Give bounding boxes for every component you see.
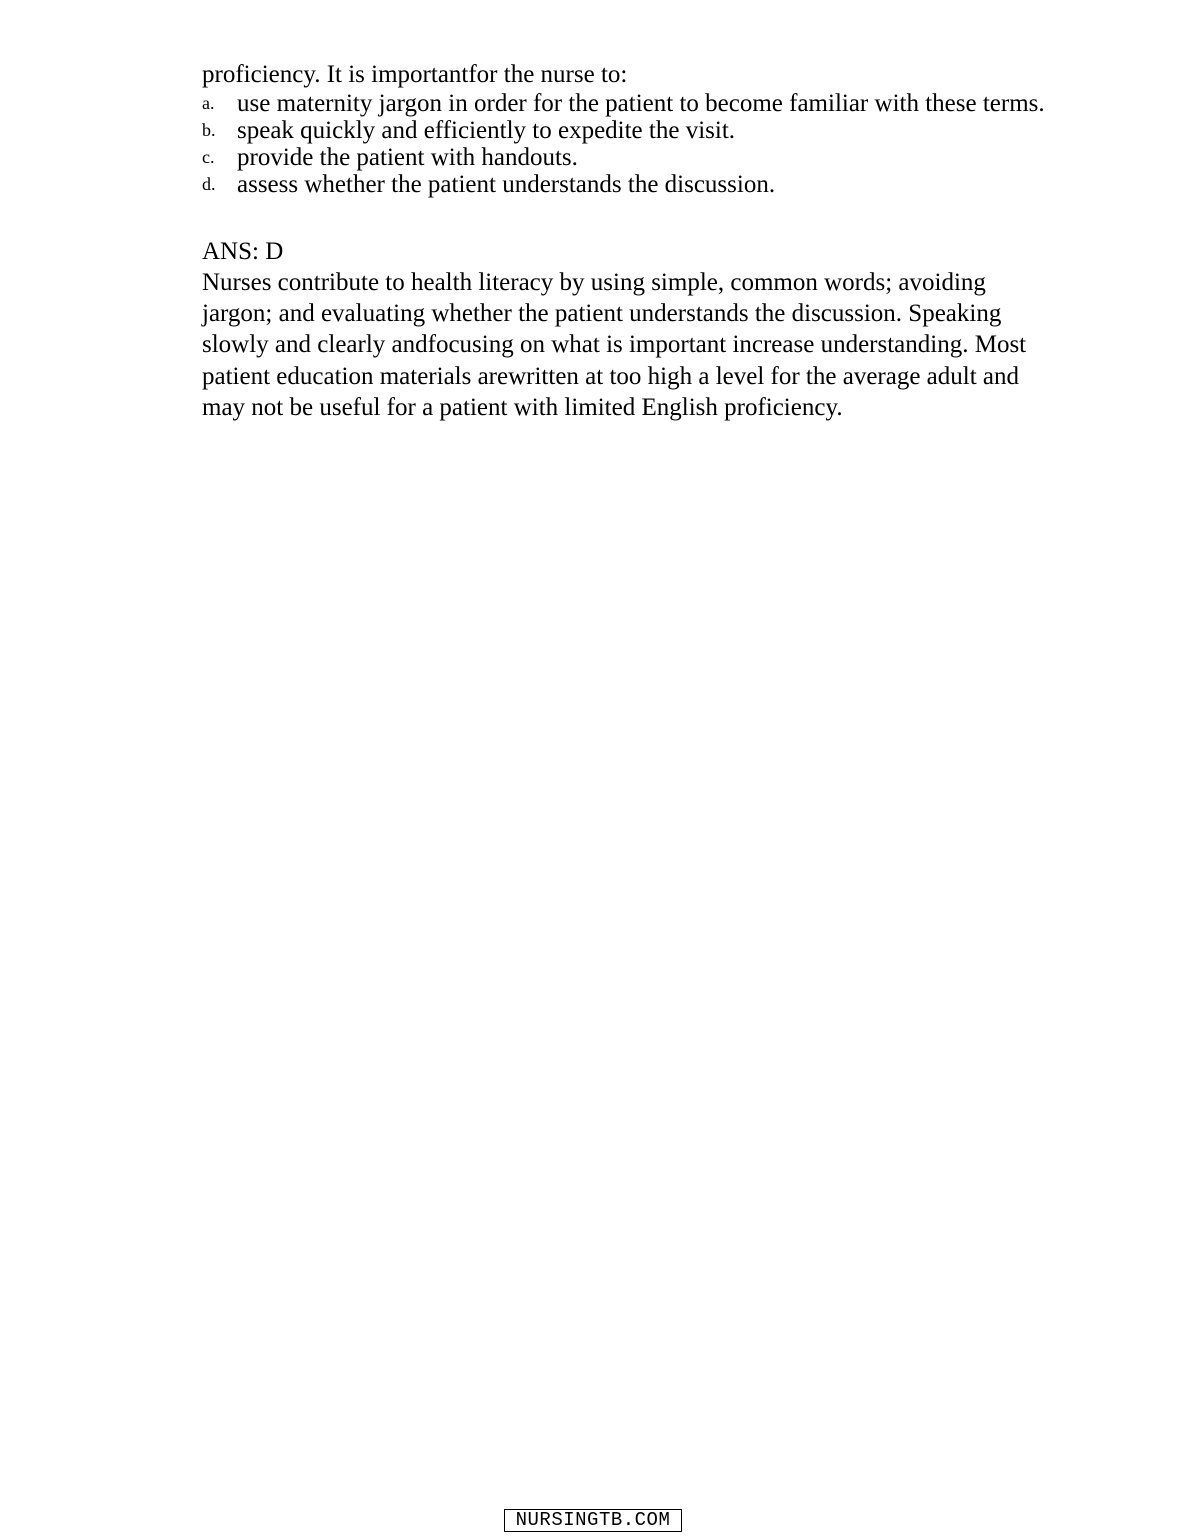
option-a: [202, 90, 1062, 117]
option-letter: d.: [202, 174, 216, 194]
answer-key: ANS: D: [202, 238, 284, 265]
option-c: [202, 144, 1062, 171]
question-stem-continuation: proficiency. It is importantfor the nurse to:: [202, 61, 628, 88]
option-letter: b.: [202, 120, 216, 140]
option-d: [202, 171, 1062, 198]
option-text: speak quickly and efficiently to expedite the visit.: [237, 117, 736, 144]
option-text: provide the patient with handouts.: [237, 144, 578, 171]
answer-options-list: [202, 90, 1062, 198]
footer-watermark: NURSINGTB.COM: [504, 1509, 682, 1532]
option-text: assess whether the patient understands the discussion.: [237, 171, 776, 198]
option-letter: a.: [202, 93, 215, 113]
option-letter: c.: [202, 147, 215, 167]
option-text: use maternity jargon in order for the patient to become familiar with these terms.: [237, 90, 1045, 117]
option-b: [202, 117, 1062, 144]
answer-rationale: Nurses contribute to health literacy by using simple, common words; avoiding jargon; and evaluating whether the patient understands the discussion. Speaking slowly and clearly andfocusing on what is important increase understanding. Most patient education materials arewritten at too high a level for the average adult and may not be useful for a patient with limited English proficiency.: [202, 269, 1027, 421]
